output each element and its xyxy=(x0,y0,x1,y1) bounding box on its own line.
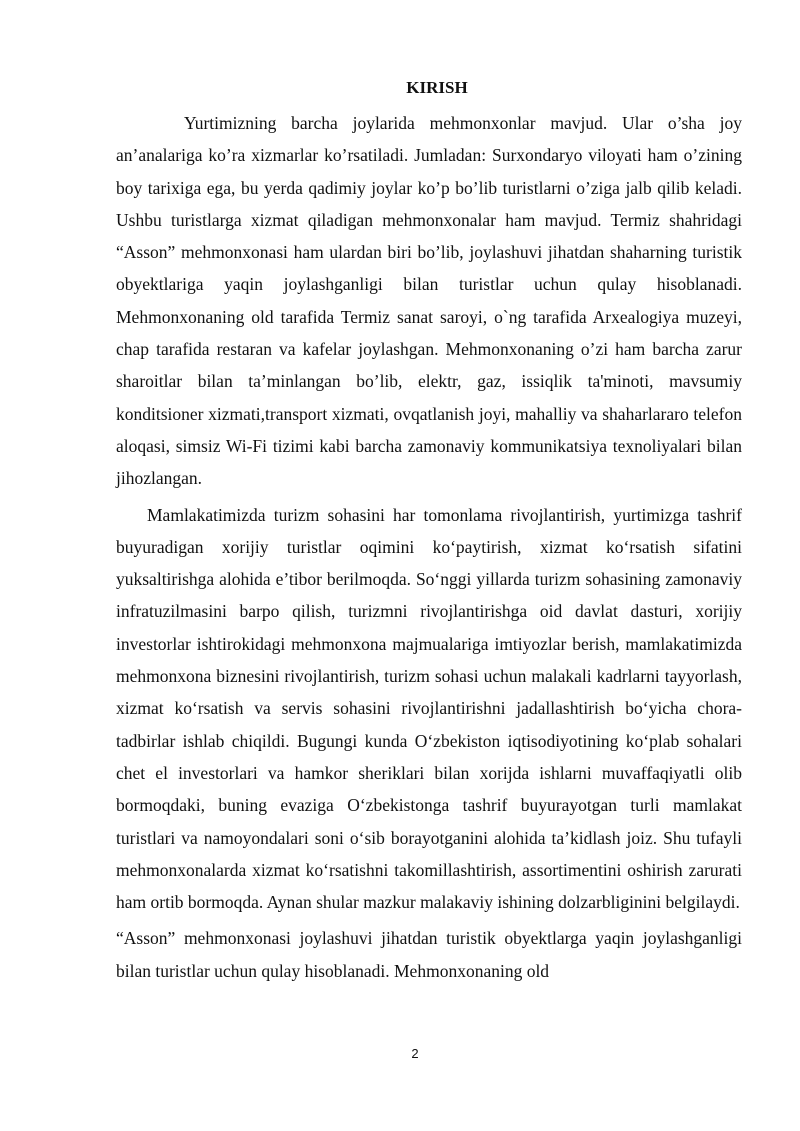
page-number: 2 xyxy=(411,1046,419,1061)
page-content xyxy=(116,74,742,987)
paragraph-hotels-intro: Yurtimizning barcha joylarida mehmonxonlar mavjud. Ular o’sha joy an’analariga ko’ra xizmarlar ko’rsatiladi. Jumladan: Surxondaryo viloyati ham o’zining boy tarixiga ega, bu yerda qadimiy joylar ko’p bo’lib turistlarni o’ziga jalb qilib keladi. Ushbu turistlarga xizmat qiladigan mehmonxonalar ham mavjud. Termiz shahridagi “Asson” mehmonxonasi ham ulardan biri bo’lib, joylashuvi jihatdan shaharning turistik obyektlariga yaqin joylashganligi bilan turistlar uchun qulay hisoblanadi. Mehmonxonaning old tarafida Termiz sanat saroyi, o`ng tarafida Arxealogiya muzeyi, chap tarafida restaran va kafelar joylashgan. Mehmonxonaning o’zi ham barcha zarur sharoitlar bilan ta’minlangan bo’lib, elektr, gaz, issiqlik ta'minoti, mavsumiy konditsioner xizmati,transport xizmati, ovqatlanish joyi, mahalliy va shaharlararo telefon aloqasi, simsiz Wi-Fi tizimi kabi barcha zamonaviy kommunikatsiya texnoliyalari bilan jihozlangan. xyxy=(116,113,742,489)
section-title: KIRISH xyxy=(406,78,468,97)
paragraph-asson-location: “Asson” mehmonxonasi joylashuvi jihatdan turistik obyektlarga yaqin joylashganligi bilan turistlar uchun qulay hisoblanadi. Mehmonxonaning old xyxy=(116,928,742,981)
paragraph-tourism-development: Mamlakatimizda turizm sohasini har tomonlama rivojlantirish, yurtimizga tashrif buyuradigan xorijiy turistlar oqimini ko‘paytirish, xizmat ko‘rsatish sifatini yuksaltirishga alohida e’tibor berilmoqda. So‘nggi yillarda turizm sohasining zamonaviy infratuzilmasini barpo qilish, turizmni rivojlantirishga oid davlat dasturi, xorijiy investorlar ishtirokidagi mehmonxona majmualariga imtiyozlar berish, mamlakatimizda mehmonxona biznesini rivojlantirish, turizm sohasi uchun malakali kadrlarni tayyorlash, xizmat ko‘rsatish va servis sohasini rivojlantirishni jadallashtirish bo‘yicha chora-tadbirlar ishlab chiqildi. Bugungi kunda O‘zbekiston iqtisodiyotining ko‘plab sohalari chet el investorlari va hamkor sheriklari bilan xorijda ishlarni muvaffaqiyatli olib bormoqdaki, buning evaziga O‘zbekistonga tashrif buyurayotgan turli mamlakat turistlari va namoyondalari soni o‘sib borayotganini alohida ta’kidlash joiz. Shu tufayli mehmonxonalarda xizmat ko‘rsatishni takomillashtirish, assortimentini oshirish zarurati ham ortib bormoqda. Aynan shular mazkur malakaviy ishining dolzarbliginini belgilaydi. xyxy=(116,504,742,913)
